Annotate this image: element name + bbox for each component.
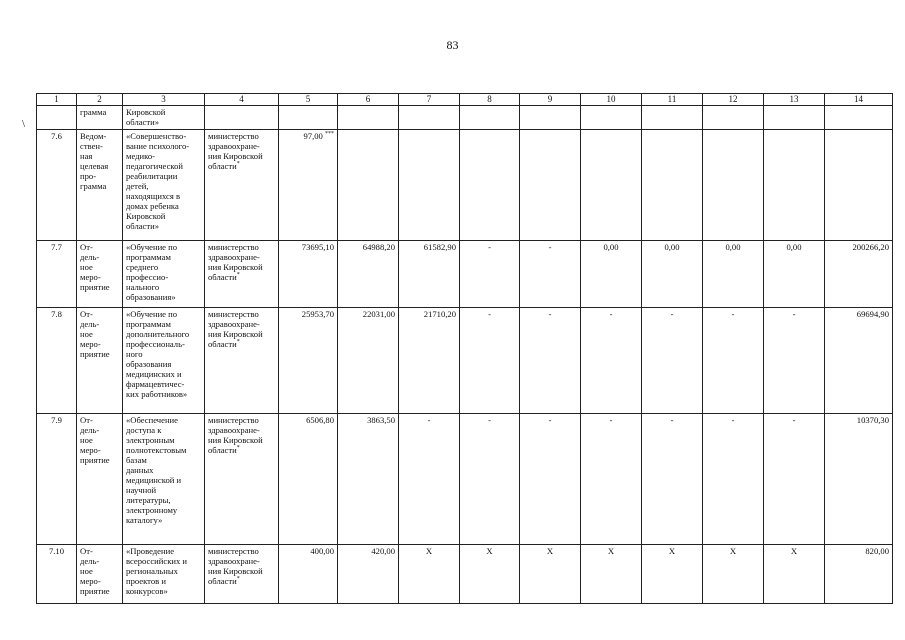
value-col8: - — [460, 414, 520, 545]
value-col13: X — [764, 545, 825, 604]
table-cell — [279, 106, 338, 130]
value-col5: 400,00 — [279, 545, 338, 604]
value-col14: 820,00 — [825, 545, 893, 604]
col-header: 13 — [764, 94, 825, 106]
row-number: 7.9 — [37, 414, 77, 545]
value-col7: - — [399, 414, 460, 545]
footnote-mark: * — [236, 339, 240, 346]
table-cell — [520, 106, 581, 130]
executor-text: министерство здравоохране- ния Кировской области — [208, 415, 263, 455]
col-header: 1 — [37, 94, 77, 106]
table-cell: Кировской области» — [123, 106, 205, 130]
value-col6: 64988,20 — [338, 241, 399, 308]
value-col11: - — [642, 308, 703, 414]
row-type: От- дель- ное меро- приятие — [77, 414, 123, 545]
value-col10 — [581, 130, 642, 241]
value-col6: 420,00 — [338, 545, 399, 604]
table-cell — [338, 106, 399, 130]
table-cell — [37, 106, 77, 130]
value-col13: - — [764, 414, 825, 545]
value-col7: X — [399, 545, 460, 604]
table-cell — [764, 106, 825, 130]
row-number: 7.10 — [37, 545, 77, 604]
table-cell: грамма — [77, 106, 123, 130]
executor-text: министерство здравоохране- ния Кировской области — [208, 242, 263, 282]
value-col6: 3863,50 — [338, 414, 399, 545]
row-type: От- дель- ное меро- приятие — [77, 241, 123, 308]
value-col10: 0,00 — [581, 241, 642, 308]
footnote-mark: * — [236, 272, 240, 279]
col-header: 12 — [703, 94, 764, 106]
row-title: «Обучение по программам среднего профессио- нального образования» — [123, 241, 205, 308]
row-executor — [205, 241, 279, 308]
table-row — [37, 414, 893, 545]
value-col11: 0,00 — [642, 241, 703, 308]
value-col14: 200266,20 — [825, 241, 893, 308]
margin-mark: \ — [22, 118, 26, 130]
row-type: От- дель- ное меро- приятие — [77, 308, 123, 414]
footnote-mark: * — [236, 576, 240, 583]
row-executor — [205, 414, 279, 545]
col-header: 5 — [279, 94, 338, 106]
executor-text: министерство здравоохране- ния Кировской области — [208, 131, 263, 171]
row-number: 7.7 — [37, 241, 77, 308]
value-col9: - — [520, 241, 581, 308]
value-col8: - — [460, 308, 520, 414]
row-title: «Обеспечение доступа к электронным полнотекстовым базам данных медицинской и научной литературы, электронному каталогу» — [123, 414, 205, 545]
table-row — [37, 545, 893, 604]
value-col10: X — [581, 545, 642, 604]
value-col7: 21710,20 — [399, 308, 460, 414]
col-header: 14 — [825, 94, 893, 106]
value-col6 — [338, 130, 399, 241]
table-cell — [642, 106, 703, 130]
value-col6: 22031,00 — [338, 308, 399, 414]
page-number: 83 — [446, 38, 459, 52]
col-header: 11 — [642, 94, 703, 106]
value-col14: 69694,90 — [825, 308, 893, 414]
executor-text: министерство здравоохране- ния Кировской области — [208, 546, 263, 586]
value-col9 — [520, 130, 581, 241]
row-title: «Совершенство- вание психолого- медико- педагогической реабилитации детей, находящихся в домах ребенка Кировской области» — [123, 130, 205, 241]
value-col5: 25953,70 — [279, 308, 338, 414]
value-col11: - — [642, 414, 703, 545]
table-row — [37, 241, 893, 308]
value-col12 — [703, 130, 764, 241]
footnote-mark: *** — [325, 131, 334, 138]
col-header: 4 — [205, 94, 279, 106]
value-col7: 61582,90 — [399, 241, 460, 308]
footnote-mark: * — [236, 445, 240, 452]
value-col11 — [642, 130, 703, 241]
col-header: 7 — [399, 94, 460, 106]
value-col8: - — [460, 241, 520, 308]
value-col12: X — [703, 545, 764, 604]
value-col10: - — [581, 308, 642, 414]
col-header: 6 — [338, 94, 399, 106]
table-cell — [205, 106, 279, 130]
value-col7 — [399, 130, 460, 241]
value-col8 — [460, 130, 520, 241]
value-col12: 0,00 — [703, 241, 764, 308]
row-title: «Проведение всероссийских и региональных проектов и конкурсов» — [123, 545, 205, 604]
row-executor — [205, 545, 279, 604]
row-type: Ведом- ствен- ная целевая про- грамма — [77, 130, 123, 241]
table-cell — [703, 106, 764, 130]
value-col13: - — [764, 308, 825, 414]
table-cell — [399, 106, 460, 130]
value-col9: - — [520, 414, 581, 545]
col-header: 3 — [123, 94, 205, 106]
carry-over-row — [37, 106, 893, 130]
footnote-mark: * — [236, 161, 240, 168]
row-title: «Обучение по программам дополнительного профессиональ- ного образования медицинских и фармацевтичес- ких работников» — [123, 308, 205, 414]
column-numbers-row — [37, 94, 893, 106]
value-col5: 6506,80 — [279, 414, 338, 545]
value-col10: - — [581, 414, 642, 545]
value-col9: X — [520, 545, 581, 604]
table-row — [37, 308, 893, 414]
value-col14 — [825, 130, 893, 241]
row-executor — [205, 130, 279, 241]
value-col5 — [279, 130, 338, 241]
col-header: 8 — [460, 94, 520, 106]
executor-text: министерство здравоохране- ния Кировской области — [208, 309, 263, 349]
col-header: 10 — [581, 94, 642, 106]
value-col11: X — [642, 545, 703, 604]
value-text: 97,00 — [303, 131, 323, 141]
value-col13 — [764, 130, 825, 241]
budget-table — [36, 93, 893, 604]
row-type: От- дель- ное меро- приятие — [77, 545, 123, 604]
col-header: 2 — [77, 94, 123, 106]
value-col5: 73695,10 — [279, 241, 338, 308]
col-header: 9 — [520, 94, 581, 106]
row-number: 7.8 — [37, 308, 77, 414]
value-col9: - — [520, 308, 581, 414]
row-executor — [205, 308, 279, 414]
value-col13: 0,00 — [764, 241, 825, 308]
table-cell — [460, 106, 520, 130]
value-col8: X — [460, 545, 520, 604]
value-col12: - — [703, 308, 764, 414]
table-cell — [581, 106, 642, 130]
value-col14: 10370,30 — [825, 414, 893, 545]
table-cell — [825, 106, 893, 130]
row-number: 7.6 — [37, 130, 77, 241]
value-col12: - — [703, 414, 764, 545]
table-row — [37, 130, 893, 241]
